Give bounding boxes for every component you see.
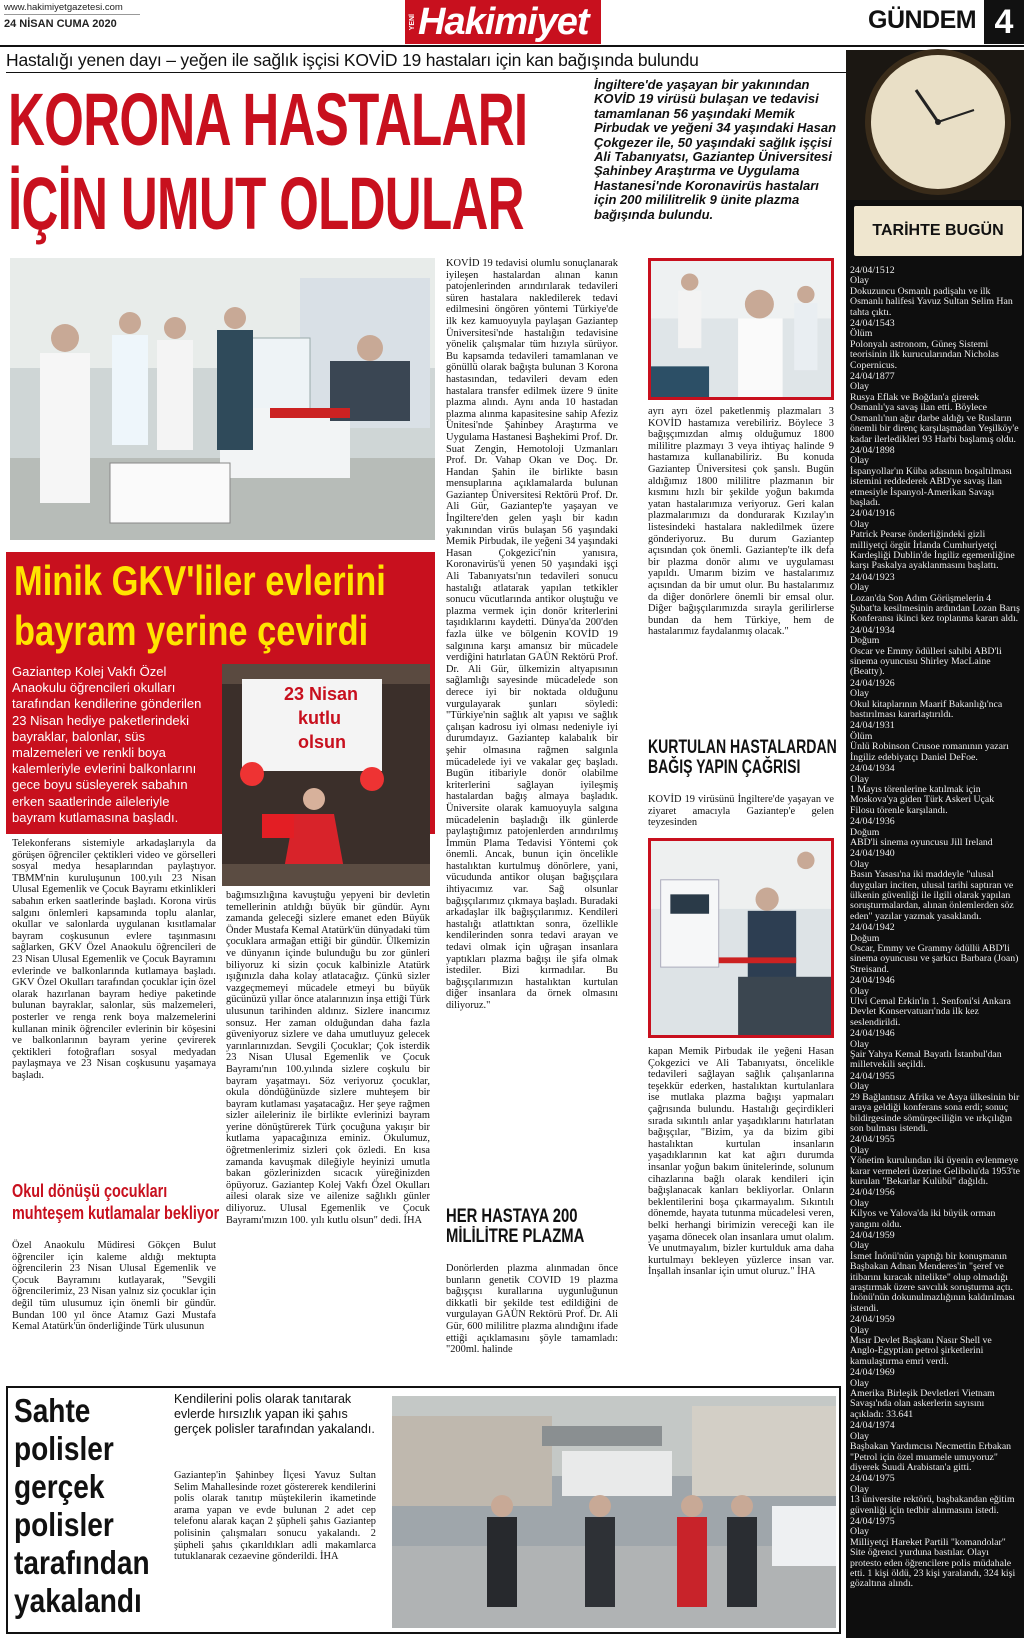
subhead-plazma-line1: HER HASTAYA 200 [446, 1206, 578, 1227]
main-headline [8, 78, 598, 248]
history-entry-text: Patrick Pearse önderliğindeki gizli milliyetçi örgüt İrlanda Cumhuriyetçi Kardeşliği Dublin'de İngiliz egemenliğine karşı Paskalya ayaklanmasını başlattı. [850, 529, 1015, 572]
logo-prefix: YENİ [409, 13, 416, 31]
gkv-body-col1b: Özel Anaokulu Müdiresi Gökçen Bulut öğrenciler için kaleme aldığı mektupta öğrencilerin 23 Nisan Ulusal Egemenlik ve Çocuk Bayramını kutlayarak, "Sevgili öğrencilerimiz, 23 Nisan yalnız siz çocuklar için değil tüm ulusumuz için önemli bir gündür. Bundan 100 yıl önce Atamız Gazi Mustafa Kemal Atatürk'ün önderliğinde Türk ulusunun [12, 1240, 216, 1333]
subhead-cagri-line2: BAĞIŞ YAPIN ÇAĞRISI [648, 757, 801, 778]
history-entry-type: Olay [850, 455, 870, 467]
history-entry-type: Olay [850, 773, 870, 785]
history-entry [850, 509, 1020, 571]
history-entry-date: 24/04/1877 [850, 371, 895, 383]
main-body-col2b: KOVİD 19 virüsünü İngiltere'de yaşayan ve ziyaret amacıyla Gaziantep'e gelen teyzesinden [648, 794, 834, 829]
history-entry-type: Olay [850, 858, 870, 870]
history-entry-type: Olay [850, 1526, 870, 1538]
clock-photo [846, 50, 1024, 200]
history-entry-date: 24/04/1946 [850, 1028, 895, 1040]
history-entry-type: Olay [850, 985, 870, 997]
history-entry [850, 573, 1020, 625]
sidebar-title-box [854, 206, 1022, 256]
history-entry-date: 24/04/1931 [850, 720, 895, 732]
logo-wordmark: Hakimiyet [418, 0, 589, 43]
history-entry-date: 24/04/1936 [850, 816, 895, 828]
donor-photo-2 [648, 838, 834, 1038]
history-entry [850, 1474, 1020, 1516]
history-entry-date: 24/04/1940 [850, 848, 895, 860]
history-entry-type: Olay [850, 275, 870, 287]
headline-line-2: İÇİN UMUT OLDULAR [8, 162, 524, 245]
history-entry-type: Olay [850, 1240, 870, 1252]
history-entry-date: 24/04/1942 [850, 922, 895, 934]
history-entry-type: Olay [850, 518, 870, 530]
history-entry-text: Amerika Birleşik Devletleri Vietnam Savaşı'nda olan askerlerin sayısını açıkladı: 33.641 [850, 1388, 995, 1420]
history-entry [850, 1135, 1020, 1187]
history-entry [850, 764, 1020, 816]
masthead-bottom-rule [0, 45, 1024, 47]
history-entry-type: Doğum [850, 826, 880, 838]
banner-line-2: kutlu [298, 708, 341, 728]
history-entry-type: Olay [850, 688, 870, 700]
gkv-headline-line2: bayram yerine çevirdi [14, 607, 369, 654]
history-entry-text: ABD'li sinema oyuncusu Jill Ireland [850, 836, 993, 848]
police-photo [392, 1396, 836, 1628]
history-entry-type: Olay [850, 582, 870, 594]
section-name: GÜNDEM [868, 6, 977, 34]
history-entry [850, 679, 1020, 721]
history-entry-date: 24/04/1975 [850, 1473, 895, 1485]
history-entry [850, 1517, 1020, 1590]
main-kicker: Hastalığı yenen dayı – yeğen ile sağlık işçisi KOVİD 19 hastaları için kan bağışında bulundu [6, 50, 699, 70]
police-headline [14, 1392, 174, 1620]
history-entry-type: Olay [850, 1324, 870, 1336]
history-entry-text: Lozan'da Son Adım Görüşmelerin 4 Şubat'ta kesilmesinin ardından Lozan Barış Konferansı ikinci kez toplanma kararı aldı. [850, 592, 1020, 625]
history-entry [850, 976, 1020, 1028]
history-entry-text: Mısır Devlet Başkanı Nasır Shell ve Anglo-Egyptian petrol şirketlerini kamulaştırma emri verdi. [850, 1335, 992, 1367]
history-entry-text: İsmet İnönü'nün yaptığı bir konuşmanın Başbakan Adnan Menderes'in "şeref ve itibarını kıracak nitelikte" olup olmadığı araştırmak üzere savcılık soruşturma açtı. İnönü'nün dokunulmazlığının kaldırılması istendi. [850, 1250, 1016, 1314]
history-entry [850, 1231, 1020, 1314]
main-body-col1b: Donörlerden plazma alınmadan önce bunların genetik COVID 19 plazma bağışçısı kurallarına uygunluğunun dikkatli bir şekilde test edildiğini de vurgulayan GAÜN Rektörü Prof. Dr. Ali Gür, 600 mililitre plazma alındığını ifade ettiği açıklamasını şöyle tamamladı: "200ml. halinde [446, 1263, 618, 1356]
history-entry-date: 24/04/1934 [850, 624, 895, 636]
history-entry-text: Milliyetçi Hareket Partili "komandolar" Site öğrenci yurduna bastılar. Olayı protesto eden öğrencilere polis müdahale etti. 1 kişi öldü, 23 kişi yaralandı, 324 kişi gözaltına alındı. [850, 1536, 1016, 1590]
history-entry-type: Olay [850, 1377, 870, 1389]
history-entry [850, 626, 1020, 678]
main-body-col1: KOVİD 19 tedavisi olumlu sonuçlanarak iyileşen hastalardan alınan kanın patojenlerinden arındırılarak tedavileri süren hastalara nakledilerek tedavi edilmesini öngören yöntemi Türkiye'de ilk kez kamuoyuyla paylaşan Gaziantep Üniversitesi'nde hastalığın tedavisine yönelik çalışmalar tüm hızıyla sürüyor. Bu kapsamda tedavileri tamamlanan ve gönüllü olarak bağışta bulunan 3 Korona hastasından, tedavileri devam eden hastalara transfer edilmek üzere 9 ünite plazma alındı. Aynı anda 10 hastadan plazma alınma kapasitesine sahip Afeziz Ünitesi'nde Şahinbey Araştırma ve Uygulama Hastanesi Başhekimi Prof. Dr. Suat Zengin, Hemotoloji Uzmanları Prof. Dr. Vahap Okan ve Doç. Dr. Handan Şahin ile birlikte basın mensuplarına açıklamalarda bulunan Gaziantep Üniversitesi Rektörü Prof. Dr. Ali Gür, Gaziantep'te yaşayan ve İngiltere'den gelen yaşlı bir kadın yakınından virüs bulaşan 56 yaşındaki Memik Pirbudak, ile yeğeni 34 yaşındaki Hasan Çokgezici'nin yanısıra, Koronavirüs'ü yenen 50 yaşındaki işçi Ali Tabanıyatsı'nın tedavileri sonucu hastalığı atlatarak yapılan tetkikler sonucu vücutlarında antikor oluştuğu ve plazma vermek için donör kriterlerini taşıdıklarını kaydetti. Dünya'da 200'den fazla ülke ve bölgenin KOVİD 19 salgınına karşı amansız bir mücadele verdiğini hatırlatan GAÜN Rektörü Prof. Dr. Ali Gür, ülkemizin altyapısının sağlamlığı sayesinde mücadelede son derece iyi bir noktada olduğunu vurgulayarak şunları söyledi: "Türkiye'nin sağlık alt yapısı ve sağlık çalışan kadrosu iyi olması nedeniyle iyi durumdayız. Gaziantep kalabalık bir şehir olmasına rağmen salgınla mücadelede iyi ve vakalar geç başladı. Bugün itibariyle donör olabilme kriterlerini sağlayan iyileşmiş hastalardan bağış almaya başladık. Üniversite olarak kamuoyuyla salgına mücadelenin başladığı ilk günlerde paylaştığımız patojenlerden arındırılmış İmmün Plama Tedavisi Yöntemi çok önemli. Ancak, bunun için öncelikle hastalıktan kurtulmuş dönörlere, yani, vücudunda antikor oluşan bağışçılara ihtiyacımız var. Sağ olsunlar bağışçılarımız çıkmaya başladı. Buradaki arkadaşlar ilk bağışçılarımız. Kendileri hastalığı atlattıktan sonra, özellikle kendilerinden sonra tedavi arayan ve tedavi olmak için uğraşan insanlara yaptıkları plazma bağışı ile şifa olmak istediler. Bizi kırmadılar. Bu bağışçılarımızın hastalıktan kurtulan diğer insanlara da örnek olmasını diliyoruz." [446, 258, 618, 1011]
history-entry-type: Olay [850, 1430, 870, 1442]
gkv-banner [244, 682, 384, 772]
history-entry-date: 24/04/1974 [850, 1420, 895, 1432]
history-entry-type: Olay [850, 381, 870, 393]
subhead-plazma [446, 1207, 618, 1247]
history-entry-type: Doğum [850, 635, 880, 647]
masthead-rule [4, 14, 140, 15]
history-entry [850, 817, 1020, 848]
gkv-subhead-line2: muhteşem kutlamalar bekliyor [12, 1203, 220, 1223]
police-headline-line2: polisler [14, 1430, 114, 1467]
history-entry-text: 29 Bağlantısız Afrika ve Asya ülkesinin bir araya geldiği konferans sona erdi; sonuç bildirgesinde sömürgeciliğin ve ırkçılığın son bulması istendi. [850, 1091, 1020, 1134]
sidebar-title: TARİHTE BUGÜN [872, 222, 1004, 239]
history-entry-date: 24/04/1955 [850, 1134, 895, 1146]
history-entry-text: Polonyalı astronom, Güneş Sistemi teorisinin ilk kurucularından Nicholas Copernicus. [850, 338, 999, 371]
history-entry-date: 24/04/1975 [850, 1515, 895, 1527]
history-entry-text: Oscar ve Emmy ödülleri sahibi ABD'li sinema oyuncusu Shirley MacLaine (Beatty). [850, 645, 1002, 678]
gkv-headline [14, 556, 434, 660]
gkv-subhead-line1: Okul dönüşü çocukları [12, 1181, 168, 1201]
history-entry-text: Oscar, Emmy ve Grammy ödüllü ABD'li sinema oyuncusu ve şarkıcı Barbara (Joan) Streisand. [850, 943, 1019, 975]
history-entry-date: 24/04/1959 [850, 1314, 895, 1326]
gkv-subhead [12, 1180, 220, 1224]
history-entry-text: 13 üniversite rektörü, başbakandan eğitim güvenliği için tedbir alınmasını istedi. [850, 1494, 1015, 1516]
history-entry-type: Doğum [850, 932, 880, 944]
history-entry-text: Başbakan Yardımcısı Necmettin Erbakan "Petrol için özel muamele umuyoruz" diyerek Suudi Arabistan'a gitti. [850, 1441, 1012, 1473]
masthead-logo [405, 0, 601, 44]
history-entry [850, 849, 1020, 922]
history-entry-text: Kilyos ve Yalova'da iki büyük orman yangını oldu. [850, 1208, 996, 1230]
history-entry-text: Rusya Eflak ve Boğdan'a girerek Osmanlı'ya savaş ilan etti. Böylece Osmanlı'nın ağır darbe aldığı ve Rusların önemli bir direnç karşılaşmadan Yeşilköy'e kadar ilerledikleri 93 Harbi başlamış oldu. [850, 391, 1019, 445]
history-entry-text: Şair Yahya Kemal Bayatlı İstanbul'dan milletvekili seçildi. [850, 1049, 1002, 1071]
police-headline-line5: tarafından [14, 1544, 150, 1581]
history-entry-type: Olay [850, 1081, 870, 1093]
gkv-body-col2: bağımsızlığına kavuştuğu yepyeni bir devletin temellerinin atıldığı büyük bir gündür. Aynı zamanda geleceği sizlere emanet eden Büyük Önder Mustafa Kemal Atatürk'ün dünyadaki tüm çocuklara armağan ettiği bir gündür. Ülkemizin ve dünyanın içinde bulunduğu bu zor günleri biliyoruz ki sizin çocuk kalbinizle Atatürk ışığınızla daha kolay atlatacağız. Çünkü sizler vazgeçmemeyi mücadele etmeyi bu büyük gücünüzü yıllar önce atalarınızın inşa ettiği Türk ulusunun tarihinden aldınız. Sizlere inancımız sonsuz. Her zaman olduğundan daha fazla güveniyoruz sizlere ve daha umutluyuz gelecek yarınlarınızdan. Sevgili Çocuklar; Çok isterdik 23 Nisan Ulusal Egemenlik ve Çocuk Bayramı'nın 100.yılında sizlere coşkulu bir bayram yaşatmayı. Söz veriyoruz çocuklar, okula döndüğünüzde sizlere muhteşem bir bayram kutlaması yaşatacağız. Her şeye rağmen sizler aileleriniz ile birlikte evlerinizi bayram yerine dönüştürerek Türk çocuğuna yakışır bir kutlama yapacağınıza eminiz. Okulumuz, öğretmenlerimiz sizleri çok özledi. En kısa zamanda kavuşmak dileğiyle heyinizi umutla bakan gözlerinizden sıcacık yüreğinizden öpüyoruz. Gaziantep Kolej Vakfı Özel Okulları ailesi olarak size ve ailenize sağlıklı günler diliyoruz. Ulusal Egemenlik ve Çocuk Bayramı'mızın 100. yılı kutlu olsun" dedi. İHA [226, 890, 430, 1226]
donor-photo-1 [648, 258, 834, 400]
police-headline-line1: Sahte [14, 1392, 91, 1429]
subhead-plazma-line2: MİLİLİTRE PLAZMA [446, 1226, 585, 1247]
police-body: Gaziantep'in Şahinbey İlçesi Yavuz Sultan Selim Mahallesinde rozet göstererek kendilerini polis olarak tanıtıp müştekilerin ikametinde arama yapan ve evde bulunan 2 adet cep telefonu alarak kaçan 2 şüpheli şahıs Gaziantep polisinin çalışmaları sonucu yakalandı. 2 şüpheli şahıs çıkarıldıkları adli makamlarca tutuklanarak cezaevine gönderildi. İHA [174, 1470, 376, 1563]
history-entry-date: 24/04/1956 [850, 1187, 895, 1199]
history-entry-text: Ulvi Cemal Erkin'in 1. Senfoni'si Ankara Devlet Konservatuarı'nda ilk kez seslendirildi. [850, 996, 1011, 1028]
history-entry-text: Okul kitaplarının Maarif Bakanlığı'nca bastırılması kararlaştırıldı. [850, 698, 1003, 721]
kicker-rule [6, 72, 846, 73]
history-entry [850, 721, 1020, 763]
history-entry [850, 923, 1020, 975]
history-entry-date: 24/04/1955 [850, 1070, 895, 1082]
history-entry-date: 24/04/1969 [850, 1367, 895, 1379]
history-entry-type: Olay [850, 1038, 870, 1050]
subhead-cagri-line1: KURTULAN HASTALARDAN [648, 737, 837, 758]
police-headline-line3: gerçek [14, 1468, 105, 1505]
history-entry [850, 1315, 1020, 1367]
gkv-lead: Gaziantep Kolej Vakfı Özel Anaokulu öğrencileri okulları tarafından kendilerine gönderilen 23 Nisan hediye paketlerindeki bayraklar, balonlar, süs malzemeleri ve renkli boya kalemleriyle evlerini balkonlarını gece boyu süsleyerek sabahın erken saatlerinde aileleriyle bayram kutlamasına başladı. [12, 664, 202, 825]
issue-date: 24 NİSAN CUMA 2020 [4, 18, 117, 30]
history-entry-type: Olay [850, 1144, 870, 1156]
headline-line-1: KORONA HASTALARI [8, 78, 528, 161]
main-body-col2c: kapan Memik Pirbudak ile yeğeni Hasan Çokgezici ve Ali Tabanıyatsı, öncelikle tedavileri sağlayan sağlık çalışanlarına teşekkür ederken, hastalıktan kurtulanlara ise mutlaka plazma bağışı yapmaları çağrısında bulundu. Hastalığı geçirdikleri sırada sıkıntılı anlar yaşadıklarını hatırlatan bağışçılar, "Bizim, ya da bizim gibi hastalıktan kurtulan insanların yaşadıklarının kat kat ağırı durumda insanlar yoğun bakım ünitelerinde, solunum cihazlarına bağlı olarak kendileri için bağışlanacak kanları bekliyorlar. Onların beklentilerini boşa çıkarmayalım. Sıkıntılı dönemde, hayata tutunma mücadelesi veren, belki herhangi birimizin vereceği kan ile yaşama dönecek olan insanlara umut olalım. Ve unutmayalım, bizler kurtulduk ama daha kurtulmayı bekleyen yüzlerce insan var. İnşallah insanlar için umut oluruz." İHA [648, 1046, 834, 1278]
gkv-headline-line1: Minik GKV'liler evlerini [14, 557, 386, 604]
history-entry-date: 24/04/1946 [850, 975, 895, 987]
history-entry-date: 24/04/1923 [850, 571, 895, 583]
main-photo [10, 258, 435, 540]
main-summary: İngiltere'de yaşayan bir yakınından KOVİD 19 virüsü bulaşan ve tedavisi tamamlanan 56 yaşındaki Memik Pirbudak ve yeğeni 34 yaşındaki Hasan Çokgezer ile, 50 yaşındaki sağlık işçisi Ali Tabanıyatsı, Gaziantep Üniversitesi Şahinbey Araştırma ve Uygulama Hastanesi'nde Koronavirüs hastaları için 200 mililitrelik 9 ünite plazma bağışında bulundu. [594, 77, 837, 222]
page-number: 4 [984, 0, 1024, 44]
history-entry-date: 24/04/1959 [850, 1229, 895, 1241]
police-lead: Kendilerini polis olarak tanıtarak evlerde hırsızlık yapan iki şahıs gerçek polisler tarafından yakalandı. [174, 1392, 375, 1436]
history-entry [850, 266, 1020, 318]
history-entry-date: 24/04/1898 [850, 444, 895, 456]
history-entry-date: 24/04/1543 [850, 318, 895, 330]
banner-line-3: olsun [298, 732, 346, 752]
history-entry-text: Basın Yasası'na iki maddeyle "ulusal duyguları inciten, ulusal tarihi saptıran ve ülkenin güvenliği ile ilgili olarak yapılan soruşturmalardan, alınan önlemlerden söz eden" yazılar yazmak yasaklandı. [850, 869, 1014, 922]
history-entry-type: Ölüm [850, 328, 873, 340]
police-headline-line6: yakalandı [14, 1582, 142, 1619]
history-entry-date: 24/04/1934 [850, 763, 895, 775]
history-entry-text: Dokuzuncu Osmanlı padişahı ve ilk Osmanlı halifesi Yavuz Sultan Selim Han tahta çıktı. [850, 285, 1013, 318]
history-entry-type: Olay [850, 1197, 870, 1209]
website-url[interactable]: www.hakimiyetgazetesi.com [4, 2, 123, 13]
sidebar-entries [850, 266, 1020, 1636]
history-entry-date: 24/04/1926 [850, 677, 895, 689]
history-entry [850, 1072, 1020, 1134]
history-entry [850, 446, 1020, 508]
history-entry-type: Olay [850, 1483, 870, 1495]
police-headline-line4: polisler [14, 1506, 114, 1543]
history-entry-text: Yönetim kurulundan iki üyenin evlenmeye karar vermeleri üzerine Gelibolu'da 1953'te kurulan "Bekarlar Kulübü" dağıldı. [850, 1155, 1021, 1187]
history-entry-date: 24/04/1916 [850, 508, 895, 520]
history-entry [850, 1188, 1020, 1230]
history-entry [850, 372, 1020, 445]
history-entry-type: Ölüm [850, 730, 873, 742]
history-entry [850, 1029, 1020, 1071]
history-entry [850, 1421, 1020, 1473]
gkv-body-col1: Telekonferans sistemiyle arkadaşlarıyla da görüşen öğrenciler çektikleri video ve görselleri sosyal medya hesaplarından paylaştıyor. TBMM'nin kuruluşunun 100.yılı 23 Nisan Ulusal Egemenlik ve Çocuk Bayramı etkinlikleri sabahın erken saatlerinde başladı. Korona virüs salgını önlemleri kapsamında toplu alanlar, okullar ve salonlarda uygulanan kısıtlamalar bayram coşkusunun evlere taşınmasını sağlarken, GKV Özel Anaokulu öğrencileri de 23 Nisan Ulusal Egemenlik ve Çocuk Bayramını evlerinde ve balkonlarında kutlamaya başladı. GKV Özel Okulları tarafından çocuklar için özel olarak hazırlanan bayram hediye paketinde bulunan bayraklar, salonlar, süs malzemeleri, posterler ve renga renk boya malzemelerini kullanan minik öğrenciler evlerinin bir köşesini ve balkonlarının bayram yerine çevirerek çektikleri fotoğrafları sosyal medyadan paylaşmaya ve 23 Nisan coşkusunu yaşamaya başladı. [12, 838, 216, 1081]
history-entry [850, 1368, 1020, 1420]
history-entry-text: İspanyollar'ın Küba adasının boşaltılması istemini reddederek ABD'ye savaş ilan etmesiyle İspanyol-Amerikan Savaşı başladı. [850, 465, 1013, 508]
banner-line-1: 23 Nisan [284, 684, 359, 704]
main-body-col2: ayrı ayrı özel paketlenmiş plazmaları 3 KOVİD hastamıza verebiliriz. Böylece 3 bağışçımızdan almış olduğumuz 1800 mililitre plazmayı 3 veya ihtiyaç halinde 9 hastamıza kullanabiliriz. Bu konuda Gaziantep Üniversitesi çok şanslı. Bugün aldığımız 1800 mililitre plazmanın bir kısmını hızlı bir şekilde yoğun bakımda yatan hastalarımıza veriyoruz. Geri kalan plazmalarımızı da dondurarak Kızılay'ın listesindeki hastalara nakledilmek üzere gönderiyoruz. Bu durum Gaziantep açısından çok önemli. Gaziantep'te ilk defa bir plazma donör alımı ve uygulaması yapıldı. Umarım bizim ve hastalarımız açısından da bir umut olur. Bu hastalarımız da diğer donörlere önemli bir emsal olur. Diğer bağışçılarımızda sırayla gerilirlerse bundan da hem Türkiye, hem de hastalarımız faydalanmış olacak." [648, 406, 834, 638]
subhead-cagri [648, 737, 837, 778]
history-entry-date: 24/04/1512 [850, 265, 895, 276]
history-entry-text: 1 Mayıs törenlerine katılmak için Moskova'ya giden Türk Askeri Uçak Filosu törenle karşılandı. [850, 783, 995, 816]
history-entry-text: Ünlü Robinson Crusoe romanının yazarı İngiliz edebiyatçı Daniel DeFoe. [850, 741, 1009, 763]
history-entry [850, 319, 1020, 371]
